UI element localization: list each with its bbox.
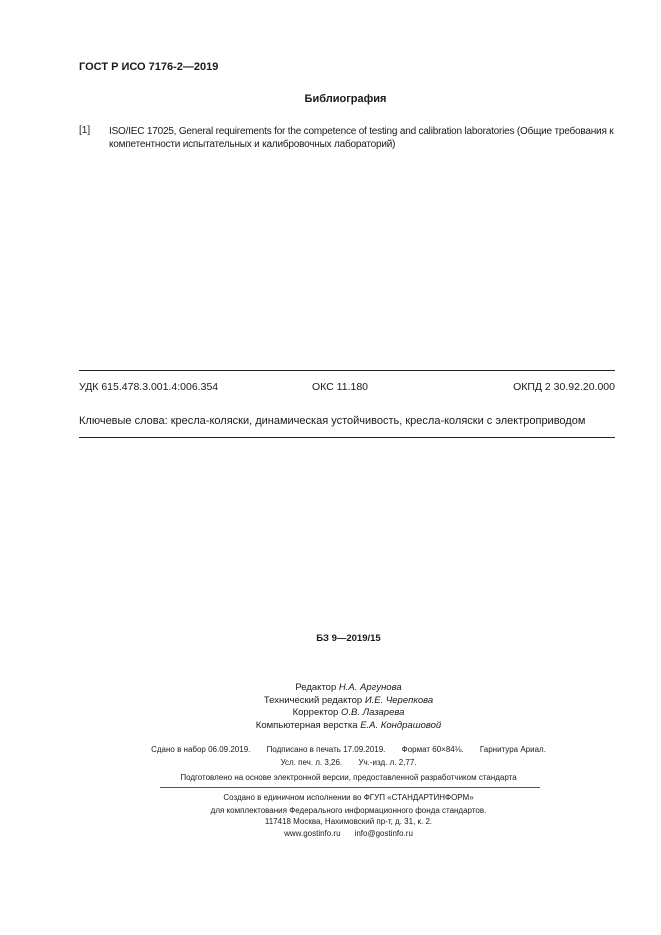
- okpd-code: ОКПД 2 30.92.20.000: [513, 381, 615, 393]
- keywords-line: Ключевые слова: кресла-коляски, динамическая устойчивость, кресла-коляски с электроприводом: [79, 415, 586, 427]
- bz-code: БЗ 9—2019/15: [316, 633, 381, 644]
- print-line-1: Сдано в набор 06.09.2019. Подписано в печать 17.09.2019. Формат 60×84⅛. Гарнитура Ариал.: [151, 745, 546, 754]
- credit-layout: Компьютерная верстка Е.А. Кондрашовой: [255, 719, 442, 731]
- reference-text: ISO/IEC 17025, General requirements for the competence of testing and calibration laboratories (Общие требования к компетентности испытательных и калибровочных лабораторий): [109, 126, 614, 150]
- website-link[interactable]: www.gostinfo.ru: [284, 829, 341, 838]
- udk-code: УДК 615.478.3.001.4:006.354: [79, 381, 219, 393]
- bottom-divider: [79, 437, 615, 438]
- credit-editor: Редактор Н.А. Аргунова: [295, 682, 402, 693]
- publisher-address: 117418 Москва, Нахимовский пр-т, д. 31, к. 2. www.gostinfo.ru info@gostinfo.ru: [264, 817, 433, 838]
- credit-proofreader: Корректор О.В. Лазарева: [292, 707, 405, 718]
- print-info: [0, 743, 661, 769]
- prepared-note: Подготовлено на основе электронной версии, предоставленной разработчиком стандарта: [180, 773, 517, 782]
- print-line-2: Усл. печ. л. 3,26. Уч.-изд. л. 2,77.: [280, 758, 417, 767]
- reference-number: [1]: [79, 125, 91, 136]
- email-link[interactable]: info@gostinfo.ru: [354, 829, 413, 838]
- document-code: ГОСТ Р ИСО 7176-2—2019: [79, 61, 219, 73]
- credits-block: [0, 682, 661, 732]
- colophon-divider: [160, 787, 540, 788]
- oks-code: ОКС 11.180: [312, 381, 369, 393]
- created-note: Создано в единичном исполнении во ФГУП «СТАНДАРТИНФОРМ» для комплектования Федерального информационного фонда стандартов.: [210, 793, 487, 815]
- credit-tech-editor: Технический редактор И.Е. Черепкова: [263, 694, 434, 706]
- bibliography-title: Библиография: [304, 93, 387, 105]
- top-divider: [79, 370, 615, 371]
